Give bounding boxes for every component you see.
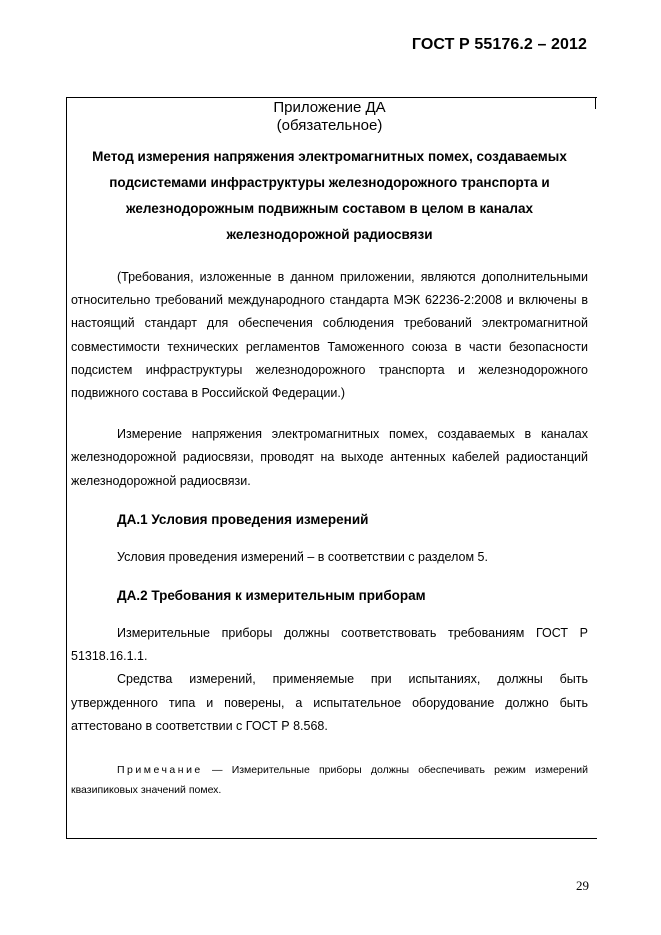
- section-da2-paragraph-2: Средства измерений, применяемые при испытаниях, должны быть утвержденного типа и поверены, а испытательное оборудование должно быть аттестовано в соответствии с ГОСТ Р 8.568.: [71, 672, 588, 733]
- note-label: Примечание: [117, 764, 203, 777]
- section-heading-da2: ДА.2 Требования к измерительным приборам: [117, 588, 426, 604]
- measurement-paragraph: Измерение напряжения электромагнитных помех, создаваемых в каналах железнодорожной радиосвязи, проводят на выходе антенных кабелей радиостанций железнодорожной радиосвязи.: [71, 427, 588, 488]
- frame-corner-mark: [595, 97, 596, 109]
- section-da2-paragraph-1: Измерительные приборы должны соответствовать требованиям ГОСТ Р 51318.16.1.1.: [71, 626, 588, 664]
- page-number: 29: [576, 878, 589, 893]
- section-heading-da1: ДА.1 Условия проведения измерений: [117, 511, 369, 527]
- intro-paragraph: (Требования, изложенные в данном приложении, являются дополнительными относительно требований международного стандарта МЭК 62236-2:2008 и включены в настоящий стандарт для обеспечения соблюдения требований электромагнитной совместимости технических регламентов Таможенного союза в части безопасности подсистем инфраструктуры железнодорожного транспорта и железнодорожного подвижного состава в Российской Федерации.): [71, 270, 588, 401]
- method-title: Метод измерения напряжения электромагнитных помех, создаваемых подсистемами инфраструктуры железнодорожного транспорта и железнодорожным подвижным составом в целом в каналах железнодорожной радиосвязи: [92, 149, 567, 242]
- appendix-subtitle: (обязательное): [276, 117, 383, 134]
- note-text: — Измерительные приборы должны обеспечивать режим измерений квазипиковых значений помех.: [71, 764, 588, 797]
- note-paragraph: [71, 760, 588, 800]
- appendix-content: [71, 97, 588, 811]
- section-da1-paragraph: Условия проведения измерений – в соответствии с разделом 5.: [117, 549, 488, 564]
- appendix-title: Приложение ДА: [273, 99, 386, 116]
- document-code: ГОСТ Р 55176.2 – 2012: [411, 36, 587, 53]
